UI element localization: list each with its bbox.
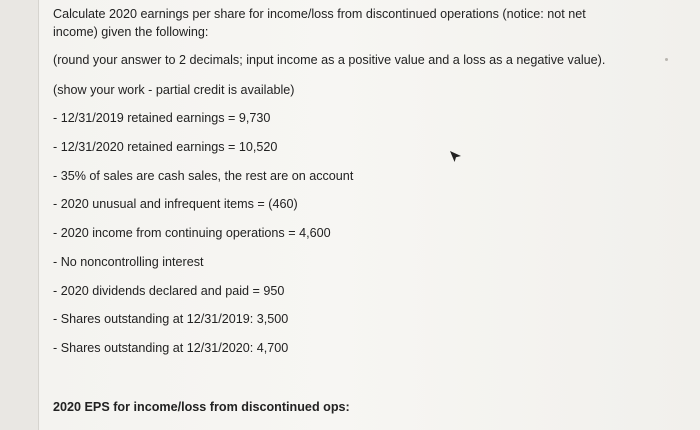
given-item-current-retained-earnings: - 12/31/2020 retained earnings = 10,520 xyxy=(53,140,278,154)
answer-label: 2020 EPS for income/loss from discontinued ops: xyxy=(53,400,350,414)
question-panel xyxy=(38,0,700,430)
given-item-dividends: - 2020 dividends declared and paid = 950 xyxy=(53,284,285,298)
given-item-noncontrolling-interest: - No noncontrolling interest xyxy=(53,255,204,269)
given-item-prior-retained-earnings: - 12/31/2019 retained earnings = 9,730 xyxy=(53,111,271,125)
given-item-continuing-operations: - 2020 income from continuing operations = 4,600 xyxy=(53,226,331,240)
given-item-unusual-items: - 2020 unusual and infrequent items = (460) xyxy=(53,197,298,211)
given-item-shares-2019: - Shares outstanding at 12/31/2019: 3,500 xyxy=(53,312,289,326)
arrow-cursor-icon xyxy=(449,150,463,164)
question-prompt: Calculate 2020 earnings per share for income/loss from discontinued operations (notice: not net income) given the following: xyxy=(53,7,586,39)
show-work-note: (show your work - partial credit is available) xyxy=(53,83,295,97)
speck-dot xyxy=(665,58,668,61)
given-item-cash-sales: - 35% of sales are cash sales, the rest are on account xyxy=(53,169,354,183)
given-item-shares-2020: - Shares outstanding at 12/31/2020: 4,700 xyxy=(53,341,289,355)
instructions-text: (round your answer to 2 decimals; input income as a positive value and a loss as a negative value). xyxy=(53,53,606,67)
